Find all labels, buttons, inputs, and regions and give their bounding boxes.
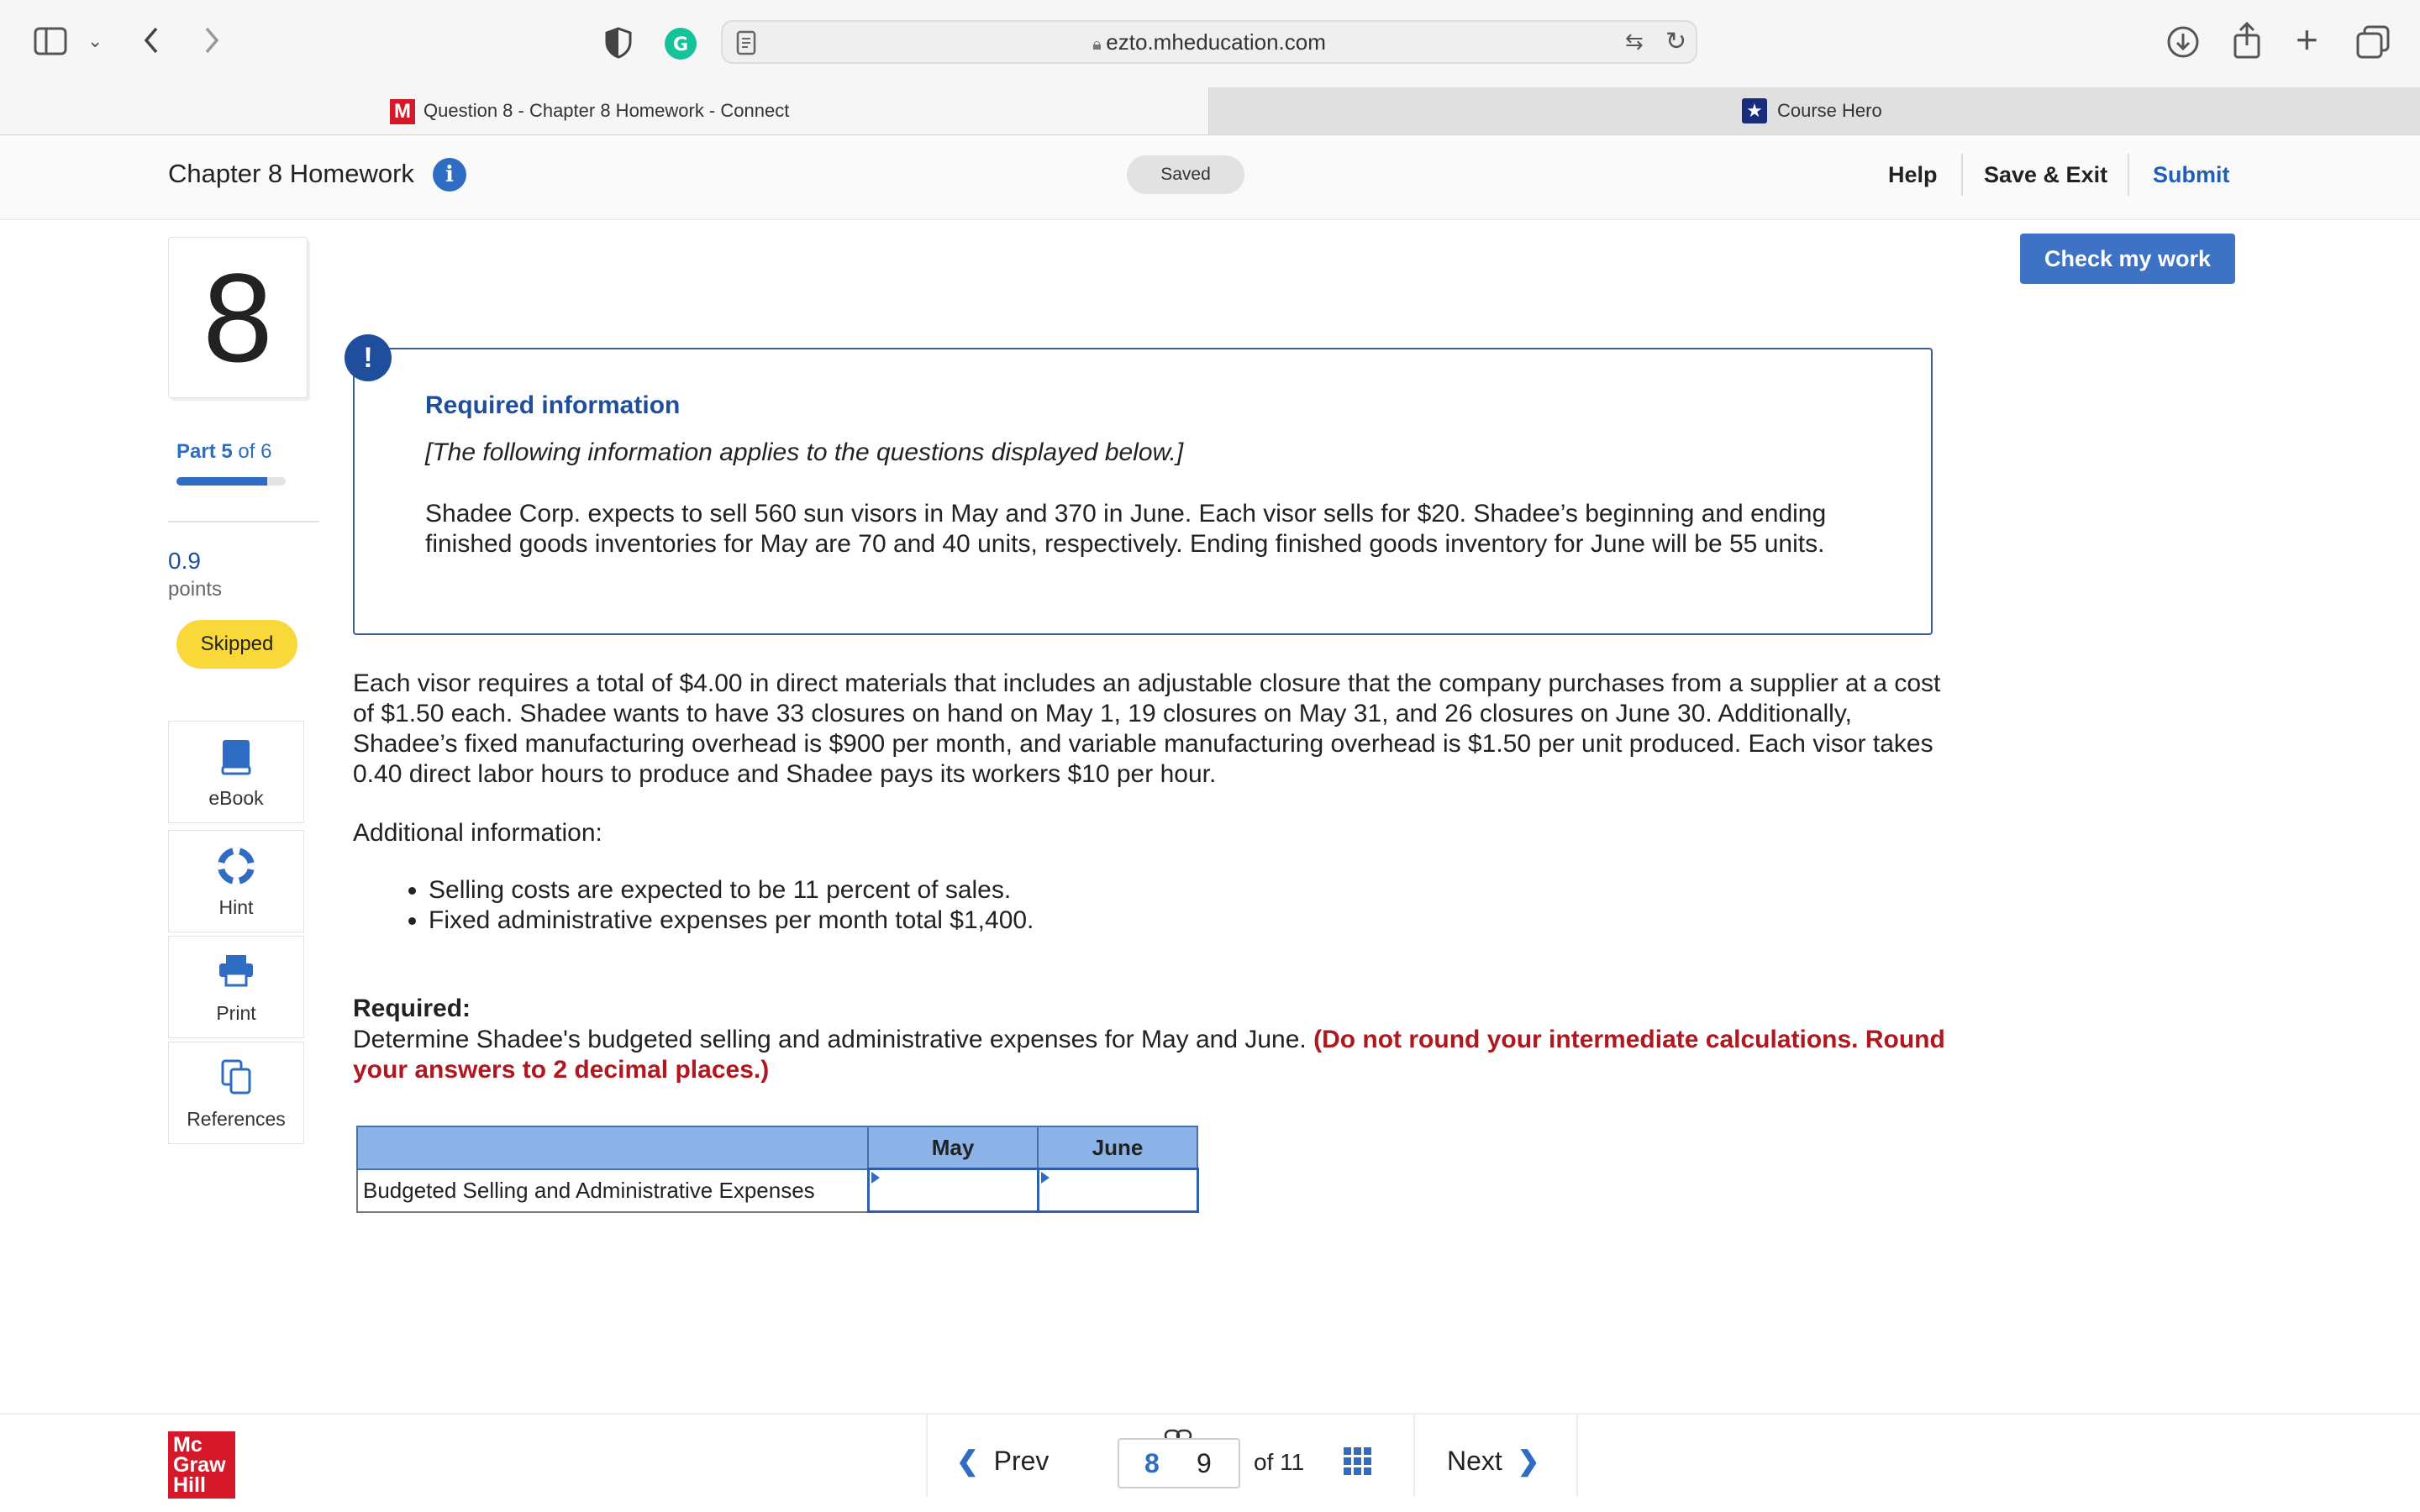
next-page-number[interactable]: 9 xyxy=(1197,1448,1212,1478)
june-answer-input[interactable] xyxy=(1038,1169,1197,1212)
tab-connect-label: Question 8 - Chapter 8 Homework - Connect xyxy=(424,100,790,121)
list-item: • Selling costs are expected to be 11 percent of sales. xyxy=(429,875,1689,906)
points-value: 0.9 xyxy=(168,548,201,574)
rounding-instruction: (Do not round your intermediate calculations. Round your answers to 2 decimal places.) xyxy=(353,1026,1945,1084)
help-button[interactable]: Help xyxy=(1888,162,1938,187)
ebook-button[interactable] xyxy=(168,721,304,823)
share-icon[interactable] xyxy=(2232,22,2262,64)
references-label: References xyxy=(187,1108,286,1130)
header-divider xyxy=(1961,154,1963,196)
copy-icon xyxy=(169,1059,303,1105)
shield-icon[interactable] xyxy=(605,27,632,64)
chevron-right-icon: ❯ xyxy=(1517,1446,1540,1476)
tab-connect[interactable] xyxy=(0,87,1209,134)
list-item: • Fixed administrative expenses per month total $1,400. xyxy=(429,906,1689,936)
new-tab-icon[interactable]: + xyxy=(2296,18,2318,61)
print-button[interactable] xyxy=(168,936,304,1038)
sidebar-toggle-icon[interactable] xyxy=(34,27,67,60)
url-label: ezto.mheducation.com xyxy=(1106,29,1326,55)
chevron-down-icon[interactable]: ⌄ xyxy=(87,30,103,51)
logo-line: Mc xyxy=(173,1433,203,1457)
next-button[interactable] xyxy=(1447,1445,1539,1477)
translate-icon[interactable]: ⇆ xyxy=(1625,29,1644,54)
part-label: Part xyxy=(176,440,216,463)
logo-line: Graw xyxy=(173,1453,226,1477)
course-hero-favicon: ★ xyxy=(1742,98,1767,123)
part-progress-bar xyxy=(176,477,286,486)
question-number: 8 xyxy=(203,247,273,388)
logo-line: Hill xyxy=(173,1473,206,1497)
references-button[interactable] xyxy=(168,1042,304,1144)
additional-info-list xyxy=(376,875,1689,936)
grid-icon[interactable] xyxy=(1343,1446,1373,1477)
part-progress-fill xyxy=(176,477,267,486)
assignment-header xyxy=(0,135,2420,220)
address-bar[interactable] xyxy=(721,20,1697,64)
back-icon[interactable] xyxy=(141,25,161,60)
additional-info-label: Additional information: xyxy=(353,819,602,847)
save-exit-button[interactable]: Save & Exit xyxy=(1984,162,2108,187)
assignment-title: Chapter 8 Homework xyxy=(168,159,414,188)
nav-divider xyxy=(926,1413,928,1497)
required-label: Required: xyxy=(353,995,471,1022)
page-selector[interactable] xyxy=(1118,1438,1240,1488)
required-instructions xyxy=(353,1025,1949,1085)
saved-status-badge: Saved xyxy=(1127,155,1244,194)
tab-course-hero-label: Course Hero xyxy=(1777,100,1882,121)
lock-icon: 🔒︎ xyxy=(1092,35,1107,54)
required-text: Determine Shadee's budgeted selling and administrative expenses for May and June. xyxy=(353,1026,1307,1053)
info-icon[interactable]: i xyxy=(433,158,466,192)
skipped-status-badge: Skipped xyxy=(176,620,297,669)
part-indicator xyxy=(176,440,271,464)
forward-icon[interactable] xyxy=(202,25,222,60)
question-paragraph: Each visor requires a total of $4.00 in direct materials that includes an adjustable closure that the company purchases from a supplier at a cost of $1.50 each. Shadee wants to have 33 closures on hand on May 1, 19 closures on May 31, and 26 closures on June 30. Additionally, Shadee’s fixed manufacturing overhead is $900 per month, and variable manufacturing overhead is $1.50 per unit produced. Each visor takes 0.40 direct labor hours to produce and Shadee pays its workers $10 per hour. xyxy=(353,669,1941,788)
nav-divider xyxy=(1576,1413,1578,1497)
printer-icon xyxy=(169,953,303,995)
tab-course-hero[interactable] xyxy=(1209,87,2420,134)
hint-label: Hint xyxy=(218,896,254,918)
svg-text:G: G xyxy=(672,34,689,55)
tab-overview-icon[interactable] xyxy=(2356,25,2390,64)
grammarly-icon[interactable] xyxy=(664,27,697,66)
part-of: of 6 xyxy=(238,440,272,463)
table-header-blank xyxy=(357,1126,868,1169)
hint-button[interactable] xyxy=(168,830,304,932)
required-information-text: Shadee Corp. expects to sell 560 sun visors in May and 370 in June. Each visor sells for $20. Shadee’s beginning and ending finished goods inventories for May are 70 and 40 units, respectively. Ending finished goods inventory for June will be 55 units. xyxy=(425,500,1827,558)
question-number-card xyxy=(168,237,308,398)
mcgraw-hill-logo xyxy=(168,1431,235,1499)
book-icon xyxy=(169,738,303,784)
rail-divider xyxy=(168,521,319,522)
answer-table xyxy=(356,1126,1199,1213)
lifebuoy-icon xyxy=(169,848,303,893)
page-total: of 11 xyxy=(1254,1449,1305,1475)
table-header-june: June xyxy=(1038,1126,1197,1169)
check-my-work-button[interactable]: Check my work xyxy=(2020,234,2235,284)
table-row xyxy=(357,1169,1197,1212)
browser-toolbar xyxy=(0,0,2420,88)
points-label: points xyxy=(168,578,223,601)
url-text xyxy=(723,22,1696,65)
header-divider xyxy=(2128,154,2129,196)
may-answer-input[interactable] xyxy=(868,1169,1038,1212)
required-information-title: Required information xyxy=(425,391,681,419)
download-icon[interactable] xyxy=(2166,25,2200,64)
print-label: Print xyxy=(216,1002,256,1024)
nav-divider xyxy=(1413,1413,1415,1497)
prev-label: Prev xyxy=(993,1446,1050,1476)
table-header-may: May xyxy=(868,1126,1038,1169)
next-label: Next xyxy=(1447,1446,1502,1476)
submit-button[interactable]: Submit xyxy=(2153,162,2230,187)
table-header-row xyxy=(357,1126,1197,1169)
prev-button[interactable] xyxy=(956,1445,1049,1477)
input-marker-icon xyxy=(871,1172,880,1184)
mcgraw-hill-favicon: M xyxy=(390,99,415,124)
row-label: Budgeted Selling and Administrative Expenses xyxy=(357,1169,868,1212)
tab-bar xyxy=(0,87,2420,135)
reload-icon[interactable]: ↻ xyxy=(1665,28,1687,55)
required-information-note: [The following information applies to the questions displayed below.] xyxy=(425,438,1184,466)
current-page[interactable]: 8 xyxy=(1144,1448,1160,1478)
input-marker-icon xyxy=(1041,1172,1050,1184)
ebook-label: eBook xyxy=(208,787,264,809)
chevron-left-icon: ❮ xyxy=(956,1446,979,1476)
alert-icon: ! xyxy=(345,334,392,381)
part-current: 5 xyxy=(221,440,233,463)
